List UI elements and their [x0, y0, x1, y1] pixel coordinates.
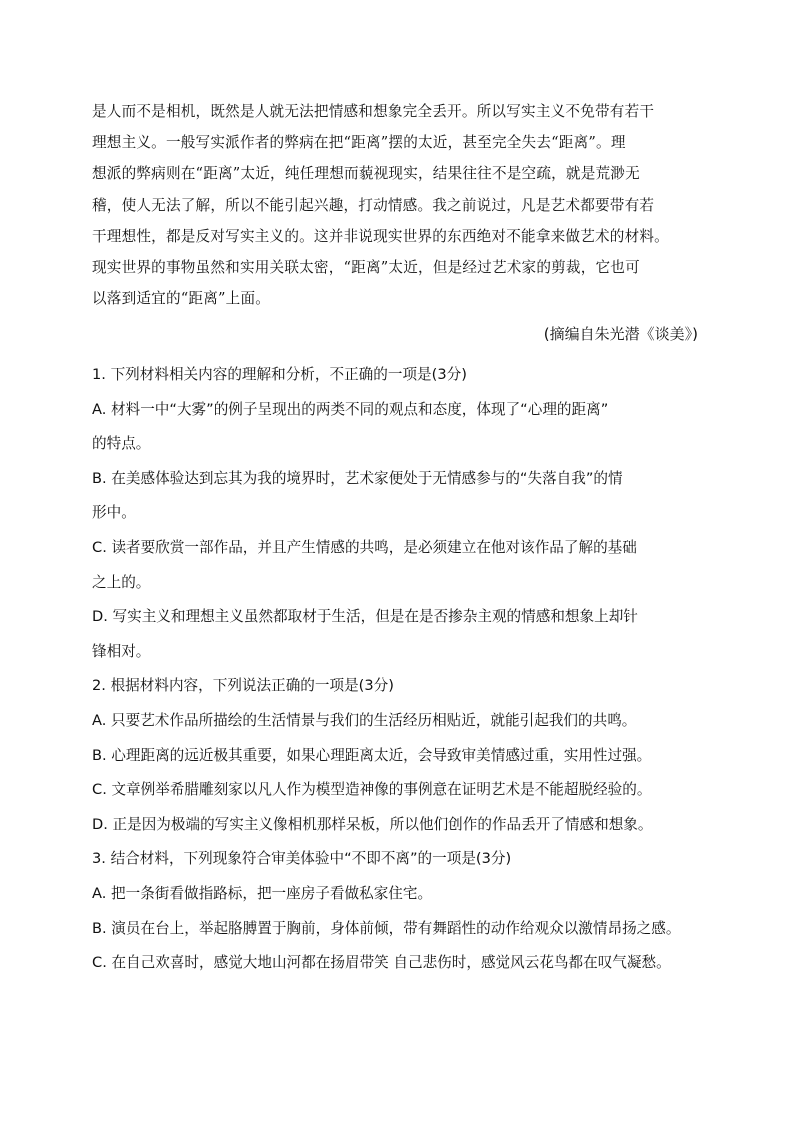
question-3-option-b: B. 演员在台上，举起胳膊置于胸前，身体前倾，带有舞蹈性的动作给观众以激情昂扬之感。	[92, 919, 681, 937]
question-2-option-b: B. 心理距离的远近极其重要，如果心理距离太近，会导致审美情感过重，实用性过强。	[92, 746, 652, 764]
question-1-option-c: C. 读者要欣赏一部作品，并且产生情感的共鸣，是必须建立在他对该作品了解的基础	[92, 538, 637, 556]
question-section	[92, 358, 712, 981]
question-3-stem: 3. 结合材料，下列现象符合审美体验中“不即不离”的一项是(3分)	[92, 850, 512, 868]
question-2-option-d: D. 正是因为极端的写实主义像相机那样呆板，所以他们创作的作品丢开了情感和想象。	[92, 815, 653, 833]
passage-line: 以落到适宜的“距离”上面。	[92, 290, 271, 308]
passage-line: 干理想性，都是反对写实主义的。这并非说现实世界的东西绝对不能拿来做艺术的材料。	[92, 227, 669, 245]
question-1-option-b-cont: 形中。	[92, 504, 136, 522]
passage-line: 是人而不是相机，既然是人就无法把情感和想象完全丢开。所以写实主义不免带有若干	[92, 103, 655, 120]
passage-source: (摘编自朱光潜《谈美》)	[543, 325, 698, 343]
question-1-stem: 1. 下列材料相关内容的理解和分析，不正确的一项是(3分)	[92, 366, 467, 383]
passage-line: 现实世界的事物虽然和实用关联太密，“距离”太近，但是经过艺术家的剪裁，它也可	[92, 258, 640, 276]
question-2-option-c: C. 文章例举希腊雕刻家以凡人作为模型造神像的事例意在证明艺术是不能超脱经验的。	[92, 781, 652, 799]
question-1-option-c-cont: 之上的。	[92, 573, 151, 591]
question-3-option-a: A. 把一条街看做指路标，把一座房子看做私家住宅。	[92, 884, 433, 902]
question-3-option-c: C. 在自己欢喜时，感觉大地山河都在扬眉带笑 自己悲伤时，感觉风云花鸟都在叹气凝愁。	[92, 954, 671, 972]
passage-text	[92, 96, 704, 314]
question-1-option-d-cont: 锋相对。	[92, 642, 151, 660]
question-1-option-d: D. 写实主义和理想主义虽然都取材于生活，但是在是否掺杂主观的情感和想象上却针	[92, 608, 638, 626]
question-1-option-a-cont: 的特点。	[92, 435, 151, 453]
passage-line: 理想主义。一般写实派作者的弊病在把“距离”摆的太近，甚至完全失去“距离”。理	[92, 134, 626, 152]
question-2-stem: 2. 根据材料内容，下列说法正确的一项是(3分)	[92, 677, 394, 695]
passage-line: 想派的弊病则在“距离”太近，纯任理想而藐视现实，结果往往不是空疏，就是荒渺无	[92, 165, 640, 183]
passage-line: 稽，使人无法了解，所以不能引起兴趣，打动情感。我之前说过，凡是艺术都要带有若	[92, 196, 655, 214]
question-2-option-a: A. 只要艺术作品所描绘的生活情景与我们的生活经历相贴近，就能引起我们的共鸣。	[92, 711, 637, 729]
question-1-option-a: A. 材料一中“大雾”的例子呈现出的两类不同的观点和态度，体现了“心理的距离”	[92, 400, 609, 418]
question-1-option-b: B. 在美感体验达到忘其为我的境界时，艺术家便处于无情感参与的“失落自我”的情	[92, 469, 623, 487]
